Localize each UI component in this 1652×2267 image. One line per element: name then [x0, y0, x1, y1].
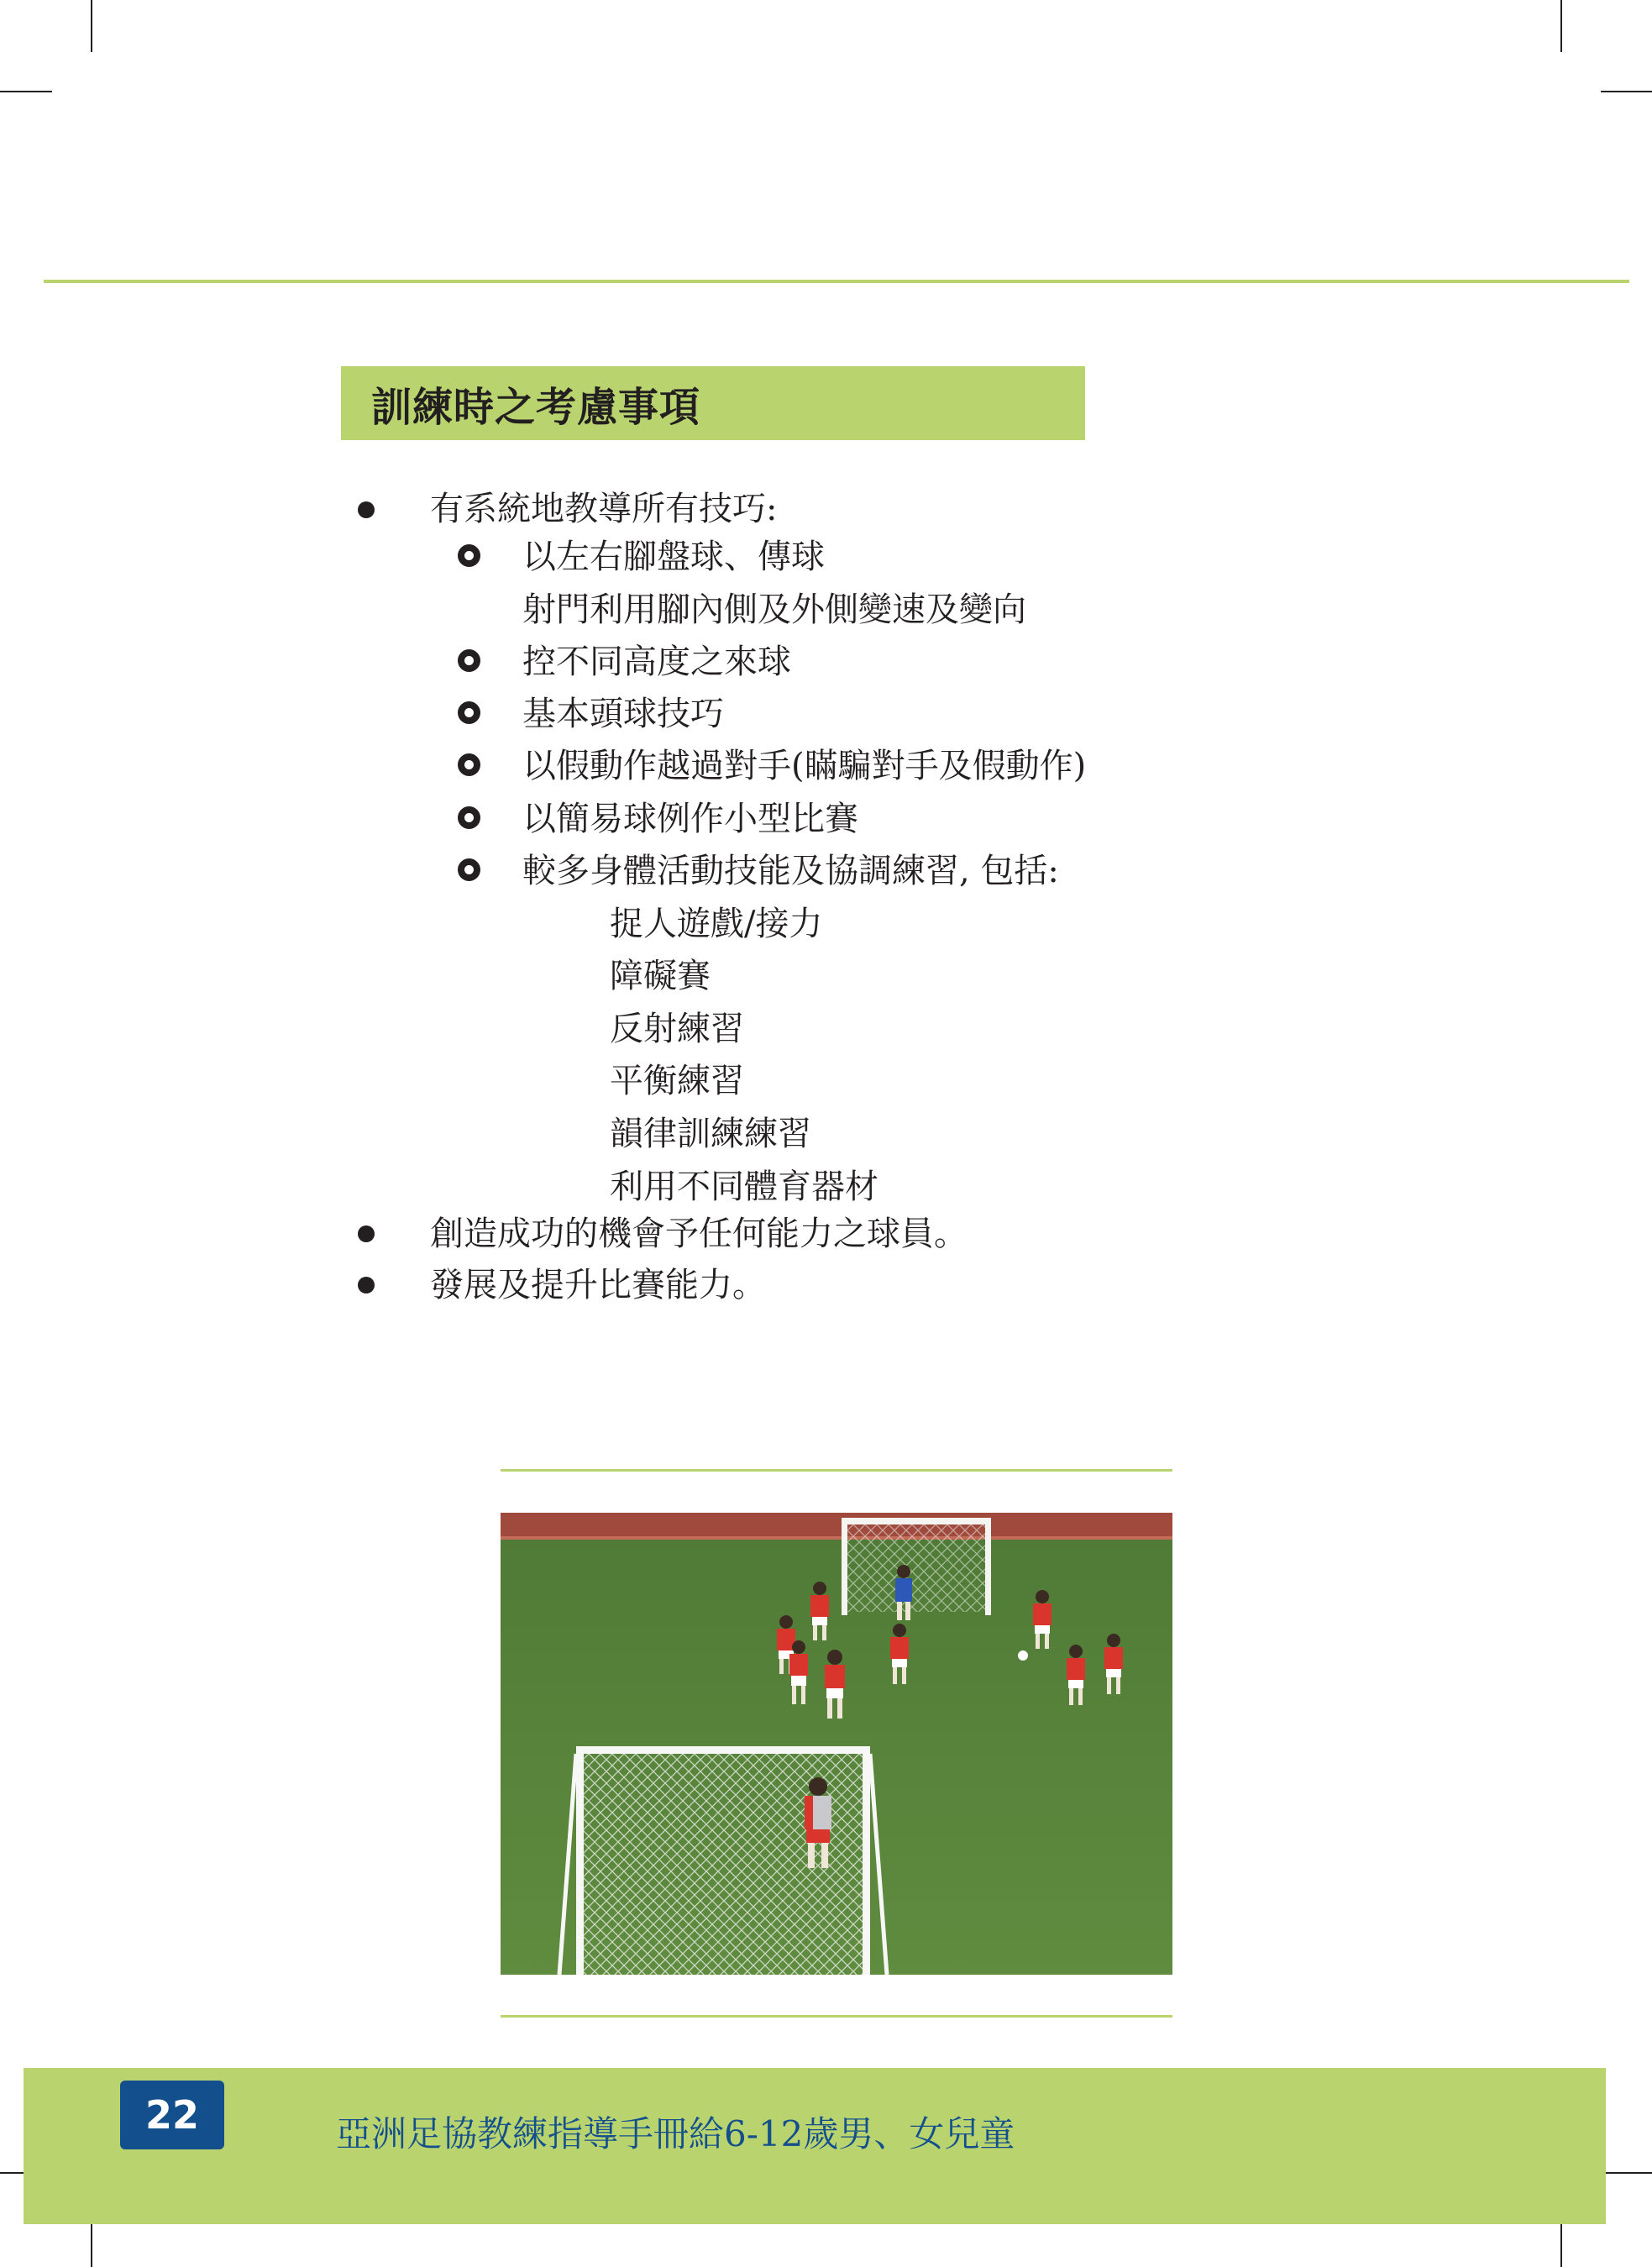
- page-number: 22: [120, 2081, 224, 2149]
- bullet-text: 有系統地教導所有技巧:: [430, 490, 778, 528]
- section-heading: 訓練時之考慮事項: [341, 366, 1085, 440]
- sub-bullet-text: 以左右腳盤球、傳球: [522, 538, 825, 576]
- sub-bullet-marker: [458, 544, 480, 567]
- sub-bullet-marker: [458, 858, 480, 881]
- sub-bullet-marker: [458, 701, 480, 724]
- football-scene-illustration: [501, 1513, 1172, 1975]
- sub-bullet-marker: [458, 806, 480, 829]
- football-photo: [501, 1513, 1172, 1975]
- bullet-text: 創造成功的機會予任何能力之球員。: [430, 1215, 968, 1253]
- header-rule: [44, 280, 1629, 283]
- sub-bullet-marker: [458, 649, 480, 672]
- crop-mark: [0, 91, 52, 92]
- sub-bullet-marker: [458, 753, 480, 776]
- bullet-marker: [358, 501, 375, 518]
- sub-bullet-text: 基本頭球技巧: [522, 695, 724, 733]
- sub-bullet-text: 較多身體活動技能及協調練習, 包括:: [522, 852, 1059, 890]
- activity-item: 利用不同體育器材: [610, 1168, 878, 1206]
- activity-item: 反射練習: [610, 1010, 744, 1048]
- ball: [1018, 1650, 1028, 1661]
- activity-item: 韻律訓練練習: [610, 1115, 811, 1153]
- sub-bullet-text: 以假動作越過對手(瞞騙對手及假動作): [522, 747, 1087, 785]
- crop-mark: [91, 0, 92, 52]
- sub-bullet-text: 以簡易球例作小型比賽: [522, 800, 858, 838]
- crop-mark: [1601, 91, 1652, 92]
- sub-bullet-text: 控不同高度之來球: [522, 643, 791, 681]
- far-goal: [842, 1518, 991, 1615]
- activity-item: 捉人遊戲/接力: [610, 905, 823, 943]
- photo-bottom-rule: [501, 2015, 1172, 2018]
- bullet-marker: [358, 1225, 375, 1242]
- sub-bullet-text: 射門利用腳內側及外側變速及變向: [522, 590, 1026, 629]
- activity-item: 障礙賽: [610, 957, 711, 995]
- activity-item: 平衡練習: [610, 1062, 744, 1100]
- photo-top-rule: [501, 1469, 1172, 1472]
- crop-mark: [1560, 0, 1562, 52]
- footer-title: 亞洲足協教練指導手冊給6-12歲男、女兒童: [336, 2113, 1015, 2154]
- bullet-marker: [358, 1277, 375, 1294]
- crop-mark: [1601, 2172, 1652, 2174]
- bullet-text: 發展及提升比賽能力。: [430, 1266, 766, 1304]
- near-goal: [559, 1746, 887, 1975]
